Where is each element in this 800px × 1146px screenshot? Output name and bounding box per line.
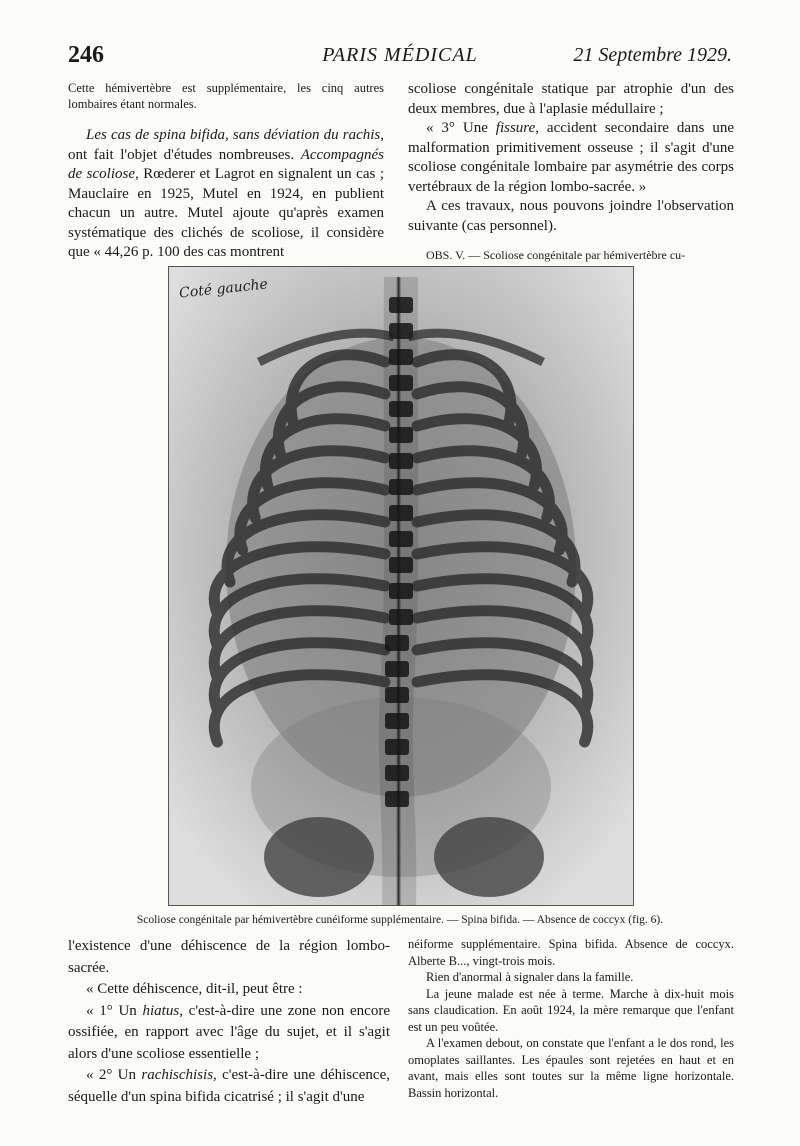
vertebra-5 <box>389 401 413 417</box>
text-run-2: Rœderer et Lagrot en signalent un cas ; Mauclaire en 1925, Mutel en 1924, en publient chacun un autre. Mutel ajoute qu'après examen systématique des clichés de scoliose, il considère que « 44,26 p. 100 des cas montrent <box>68 166 385 260</box>
right-paragraph-2 <box>408 119 734 197</box>
figure-caption: Scoliose congénitale par hémivertèbre cunéiforme supplémentaire. — Spina bifida. — Absence de coccyx (fig. 6). <box>136 914 664 926</box>
handwritten-note: Coté gauche <box>178 276 269 302</box>
text-run: « 3° Une <box>426 120 496 136</box>
vertebra-1 <box>389 297 413 313</box>
vertebra-18 <box>385 739 409 755</box>
spina-bifida-paragraph <box>68 126 384 263</box>
page-header <box>68 42 732 72</box>
bottom-left-line-2: « Cette déhiscence, dit-il, peut être : <box>86 981 303 997</box>
vertebra-9 <box>389 505 413 521</box>
bottom-left-item-2 <box>68 1065 390 1108</box>
italic-phrase: Les cas de spina bifida, sans déviation du rachis, <box>86 127 384 143</box>
vertebra-19 <box>385 765 409 781</box>
bottom-right-line-3: La jeune malade est née à terme. Marche à dix-huit mois sans claudication. En août 1924, la mère remarque que l'enfant est un peu voûtée. <box>408 986 734 1034</box>
vertebra-4 <box>389 375 413 391</box>
vertebra-13 <box>389 609 413 625</box>
italic-word: hiatus <box>142 1002 180 1019</box>
vertebra-20 <box>385 791 409 807</box>
xray-image <box>169 267 633 905</box>
vertebra-16 <box>385 687 409 703</box>
vertebra-3 <box>389 349 413 365</box>
text-run: « 2° Un <box>86 1067 142 1083</box>
bottom-left-item-1 <box>68 1001 390 1066</box>
observation-heading: OBS. V. — Scoliose congénitale par hémivertèbre cu- <box>426 248 686 262</box>
bottom-right-column <box>408 936 734 1101</box>
vertebra-15 <box>385 661 409 677</box>
italic-word: fissure <box>495 120 536 136</box>
vertebra-7 <box>389 453 413 469</box>
left-column <box>68 80 384 263</box>
issue-date: 21 Septembre 1929. <box>573 44 732 66</box>
text-run: « 1° Un <box>86 1002 143 1019</box>
right-column <box>408 80 734 266</box>
intro-paragraph: Cette hémivertèbre est supplémentaire, les cinq autres lombaires étant normales. <box>68 81 384 111</box>
page-number: 246 <box>68 42 104 68</box>
vertebra-12 <box>389 583 413 599</box>
italic-phrase-2: Accompagnés de scoliose, <box>68 146 384 182</box>
bottom-right-line-4: A l'examen debout, on constate que l'enfant a le dos rond, les omoplates saillantes. Les épaules sont rejetées en haut et en avant, mais elles sont toutes sur la même ligne horizontale. Bassin horizontal. <box>408 1036 734 1100</box>
text-run-2: , c'est-à-dire une zone non encore ossifiée, en rapport avec l'âge du sujet, et il s'agit alors d'une scoliose essentielle ; <box>68 1002 390 1062</box>
journal-title: PARIS MÉDICAL <box>322 44 478 66</box>
bottom-left-column <box>68 936 390 1108</box>
bottom-right-line-2: Rien d'anormal à signaler dans la famille. <box>426 970 634 984</box>
text-run: ont fait l'objet d'études nombreuses. <box>68 146 301 163</box>
vertebra-8 <box>389 479 413 495</box>
vertebra-11 <box>389 557 413 573</box>
bottom-right-line-1: néiforme supplémentaire. Spina bifida. Absence de coccyx. Alberte B..., vingt-trois mois. <box>408 937 734 968</box>
right-paragraph-3: A ces travaux, nous pouvons joindre l'observation suivante (cas personnel). <box>408 198 734 234</box>
vertebra-17 <box>385 713 409 729</box>
right-paragraph-1: scoliose congénitale statique par atrophie d'un des deux membres, due à l'aplasie médullaire ; <box>408 81 734 117</box>
bottom-left-line-1: l'existence d'une déhiscence de la région lombo-sacrée. <box>68 938 390 976</box>
text-run-2: , c'est-à-dire une déhiscence, séquelle d'un spina bifida cicatrisé ; il s'agit d'une <box>68 1067 390 1105</box>
vertebra-14 <box>385 635 409 651</box>
text-run-2: , accident secondaire dans une malformation primitivement osseuse ; il s'agit d'une scoliose congénitale lombaire par asymétrie des corps vertébraux de la région lombo-sacrée. » <box>408 120 734 195</box>
italic-word: rachischisis <box>141 1067 214 1083</box>
xray-figure <box>168 266 634 906</box>
vertebra-6 <box>389 427 413 443</box>
vertebra-10 <box>389 531 413 547</box>
